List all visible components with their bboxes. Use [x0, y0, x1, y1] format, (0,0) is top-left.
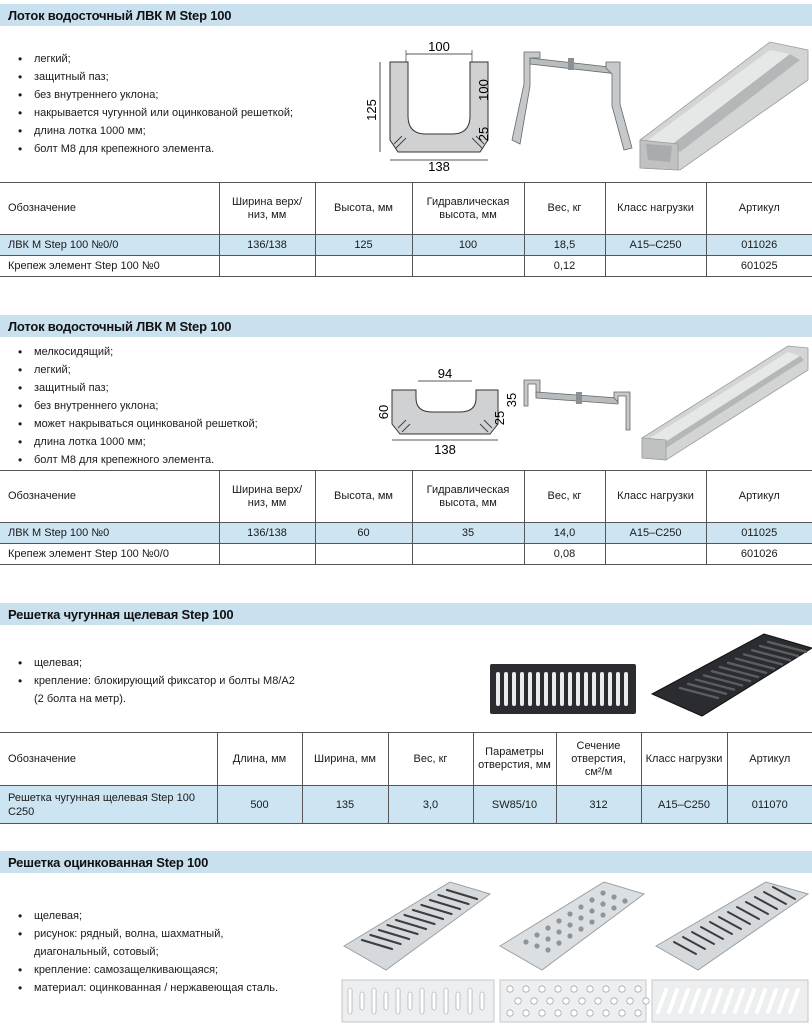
table-1 — [0, 182, 812, 277]
grate-slot — [396, 988, 400, 1014]
grate-hole — [603, 1010, 609, 1016]
feature-item: • рисунок: рядный, волна, шахматный, — [18, 925, 278, 943]
col-header: Класс нагрузки — [605, 183, 706, 235]
table-cell — [412, 256, 524, 277]
col-header: Длина, мм — [217, 733, 302, 786]
grate-hole — [515, 998, 521, 1004]
col-header: Вес, кг — [388, 733, 473, 786]
section-2-header — [0, 315, 812, 337]
grate-hole — [556, 940, 561, 945]
table-cell: ЛВК M Step 100 №0/0 — [0, 235, 219, 256]
feature-item: • щелевая; — [18, 654, 295, 672]
dimension-labels-right — [494, 384, 524, 434]
grate-hole — [589, 897, 594, 902]
table-cell — [315, 544, 412, 565]
section-3-title: Решетка чугунная щелевая Step 100 — [8, 607, 234, 622]
grate-hole — [635, 986, 641, 992]
grate-hole — [507, 986, 513, 992]
grate-hole — [579, 998, 585, 1004]
grate-slot — [512, 672, 516, 706]
grate-hole — [619, 986, 625, 992]
grate-hole — [611, 905, 616, 910]
feature-item: • длина лотка 1000 мм; — [18, 122, 293, 140]
table-cell — [412, 544, 524, 565]
grate-hole — [635, 1010, 641, 1016]
grate-hole — [556, 929, 561, 934]
table-3 — [0, 732, 812, 824]
col-header: Вес, кг — [524, 471, 605, 523]
grate-slot — [360, 992, 364, 1010]
grate-hole — [611, 998, 617, 1004]
grate-hole — [556, 918, 561, 923]
grate-slot — [584, 672, 588, 706]
grate-slot — [576, 672, 580, 706]
feature-item: • крепление: блокирующий фиксатор и болты M8/А2 — [18, 672, 295, 690]
channel-3d-image — [640, 40, 810, 175]
grate-hole — [523, 939, 528, 944]
table-cell: ЛВК M Step 100 №0 — [0, 523, 219, 544]
dimension-bottom-gap: 25 — [476, 126, 491, 142]
col-header: Высота, мм — [315, 183, 412, 235]
col-header: Обозначение — [0, 733, 217, 786]
cast-iron-grate-3d-image — [652, 634, 812, 718]
section-1-title: Лоток водосточный ЛВК M Step 100 — [8, 8, 232, 23]
table-cell: 3,0 — [388, 786, 473, 824]
table-row — [0, 786, 812, 824]
grate-hole — [567, 922, 572, 927]
feature-item: • без внутреннего уклона; — [18, 397, 258, 415]
table-cell — [219, 544, 315, 565]
table-cell: 011025 — [706, 523, 812, 544]
table-cell — [219, 256, 315, 277]
table-cell: 136/138 — [219, 235, 315, 256]
dimension-top-width: 94 — [437, 366, 453, 381]
feature-item: • защитный паз; — [18, 379, 258, 397]
col-header: Вес, кг — [524, 183, 605, 235]
grate-slot — [496, 672, 500, 706]
section-3-features — [18, 654, 295, 708]
galvanized-grate-holes-3d-image — [496, 880, 646, 972]
grate-slot — [408, 992, 412, 1010]
channel-cross-section-drawing — [362, 40, 492, 180]
feature-item: • защитный паз; — [18, 68, 293, 86]
grate-hole — [622, 898, 627, 903]
grate-hole — [600, 912, 605, 917]
dimension-height: 125 — [364, 99, 379, 121]
table-cell: 312 — [556, 786, 641, 824]
table-cell: 0,12 — [524, 256, 605, 277]
col-header: Гидравлическая высота, мм — [412, 471, 524, 523]
galvanized-grate-slotted-3d-image — [340, 880, 492, 972]
table-row — [0, 256, 812, 277]
col-header: Ширина верх/низ, мм — [219, 471, 315, 523]
feature-item: • легкий; — [18, 50, 293, 68]
grate-hole — [534, 943, 539, 948]
grate-hole — [545, 936, 550, 941]
feature-item: • болт M8 для крепежного элемента. — [18, 451, 258, 469]
grate-slot — [444, 988, 448, 1014]
grate-slot — [504, 672, 508, 706]
grate-hole — [567, 933, 572, 938]
grate-hole — [555, 1010, 561, 1016]
grate-hole — [600, 901, 605, 906]
col-header: Артикул — [727, 733, 812, 786]
col-header: Артикул — [706, 183, 812, 235]
col-header: Ширина верх/низ, мм — [219, 183, 315, 235]
table-cell — [315, 256, 412, 277]
table-cell: 011026 — [706, 235, 812, 256]
table-cell: А15–С250 — [605, 523, 706, 544]
dimension-height: 60 — [376, 404, 391, 420]
table-row — [0, 544, 812, 565]
grate-slot — [384, 992, 388, 1010]
col-header: Класс нагрузки — [641, 733, 727, 786]
table-cell: 14,0 — [524, 523, 605, 544]
grate-hole — [587, 986, 593, 992]
table-cell: 35 — [412, 523, 524, 544]
grate-slot — [536, 672, 540, 706]
table-cell — [605, 544, 706, 565]
grate-slot — [592, 672, 596, 706]
feature-item: • материал: оцинкованная / нержавеющая сталь. — [18, 979, 278, 997]
grate-hole — [534, 932, 539, 937]
shallow-channel-3d-image — [640, 340, 810, 462]
grate-hole — [545, 925, 550, 930]
grate-slot — [432, 992, 436, 1010]
table-2 — [0, 470, 812, 565]
cast-iron-grate-top-view-image — [490, 664, 636, 714]
col-header: Обозначение — [0, 183, 219, 235]
table-cell: Крепеж элемент Step 100 №0/0 — [0, 544, 219, 565]
grate-slot — [456, 992, 460, 1010]
grate-hole — [619, 1010, 625, 1016]
grate-slot — [600, 672, 604, 706]
grate-slot — [480, 992, 484, 1010]
grate-hole — [555, 986, 561, 992]
grate-hole — [578, 904, 583, 909]
grate-hole — [545, 947, 550, 952]
mounting-bracket-image — [522, 374, 634, 434]
grate-slot — [520, 672, 524, 706]
table-cell: 125 — [315, 235, 412, 256]
grate-hole — [587, 1010, 593, 1016]
feature-item: • щелевая; — [18, 907, 278, 925]
grate-hole — [578, 915, 583, 920]
grate-hole — [595, 998, 601, 1004]
galvanized-grate-diagonal-3d-image — [652, 880, 810, 972]
grate-slot — [420, 988, 424, 1014]
grate-hole — [643, 998, 649, 1004]
section-3-header — [0, 603, 812, 625]
grate-hole — [611, 894, 616, 899]
dimension-hydraulic: 100 — [476, 79, 491, 101]
dimension-labels-right — [476, 60, 500, 150]
table-cell: 60 — [315, 523, 412, 544]
grate-hole — [578, 926, 583, 931]
table-cell: 011070 — [727, 786, 812, 824]
col-header: Обозначение — [0, 471, 219, 523]
feature-item: • длина лотка 1000 мм; — [18, 433, 258, 451]
col-header: Ширина, мм — [302, 733, 388, 786]
grate-slot — [560, 672, 564, 706]
grate-hole — [567, 911, 572, 916]
section-4-header — [0, 851, 812, 873]
table-cell: 500 — [217, 786, 302, 824]
feature-item-continuation: диагональный, сотовый; — [34, 946, 159, 958]
table-cell: 100 — [412, 235, 524, 256]
grate-slot — [552, 672, 556, 706]
grate-pattern-row-slots-image — [342, 980, 494, 1022]
grate-hole — [600, 890, 605, 895]
table-cell: 601026 — [706, 544, 812, 565]
grate-slot — [468, 988, 472, 1014]
feature-item-continuation: (2 болта на метр). — [34, 693, 126, 705]
table-cell: SW85/10 — [473, 786, 556, 824]
section-1-header — [0, 4, 812, 26]
col-header: Сечение отверстия, см²/м — [556, 733, 641, 786]
feature-item: • накрывается чугунной или оцинкованой решеткой; — [18, 104, 293, 122]
dimension-hydraulic: 35 — [504, 392, 519, 408]
col-header: Артикул — [706, 471, 812, 523]
grate-hole — [523, 986, 529, 992]
grate-hole — [571, 1010, 577, 1016]
col-header: Гидравлическая высота, мм — [412, 183, 524, 235]
table-cell: Решетка чугунная щелевая Step 100 С250 — [0, 786, 217, 824]
table-row — [0, 523, 812, 544]
col-header: Параметры отверстия, мм — [473, 733, 556, 786]
grate-slot — [544, 672, 548, 706]
section-4-features — [18, 907, 278, 997]
grate-slot — [608, 672, 612, 706]
grate-hole — [523, 1010, 529, 1016]
feature-item: • легкий; — [18, 361, 258, 379]
grate-hole — [589, 908, 594, 913]
grate-hole — [603, 986, 609, 992]
table-cell: А15–С250 — [641, 786, 727, 824]
dimension-base: 138 — [434, 442, 456, 457]
table-row — [0, 235, 812, 256]
grate-slot — [348, 988, 352, 1014]
table-cell: 135 — [302, 786, 388, 824]
grate-slot — [372, 988, 376, 1014]
grate-hole — [563, 998, 569, 1004]
feature-item: • без внутреннего уклона; — [18, 86, 293, 104]
feature-item: • мелкосидящий; — [18, 343, 258, 361]
table-cell: А15–С250 — [605, 235, 706, 256]
grate-slot — [624, 672, 628, 706]
section-2-features — [18, 343, 258, 469]
table-cell: 136/138 — [219, 523, 315, 544]
dimension-top-width: 100 — [428, 39, 450, 54]
table-cell: 18,5 — [524, 235, 605, 256]
grate-hole — [507, 1010, 513, 1016]
col-header: Высота, мм — [315, 471, 412, 523]
grate-hole — [589, 919, 594, 924]
grate-slot — [568, 672, 572, 706]
table-cell — [605, 256, 706, 277]
section-4-title: Решетка оцинкованная Step 100 — [8, 855, 209, 870]
table-cell: 601025 — [706, 256, 812, 277]
feature-item: • болт M8 для крепежного элемента. — [18, 140, 293, 158]
col-header: Класс нагрузки — [605, 471, 706, 523]
grate-pattern-holes-image — [500, 980, 646, 1022]
grate-hole — [571, 986, 577, 992]
section-1-features — [18, 50, 293, 158]
grate-hole — [531, 998, 537, 1004]
dimension-bottom-gap: 25 — [492, 410, 507, 426]
feature-item: • крепление: самозащелкивающаяся; — [18, 961, 278, 979]
grate-hole — [547, 998, 553, 1004]
mounting-bracket-image — [506, 44, 636, 154]
table-cell: 0,08 — [524, 544, 605, 565]
dimension-base: 138 — [428, 159, 450, 174]
grate-slot — [616, 672, 620, 706]
grate-hole — [539, 1010, 545, 1016]
feature-item: • может накрываться оцинкованой решеткой; — [18, 415, 258, 433]
grate-hole — [539, 986, 545, 992]
section-2-title: Лоток водосточный ЛВК M Step 100 — [8, 319, 232, 334]
table-cell: Крепеж элемент Step 100 №0 — [0, 256, 219, 277]
grate-hole — [627, 998, 633, 1004]
grate-slot — [528, 672, 532, 706]
grate-pattern-diagonal-image — [652, 980, 808, 1022]
